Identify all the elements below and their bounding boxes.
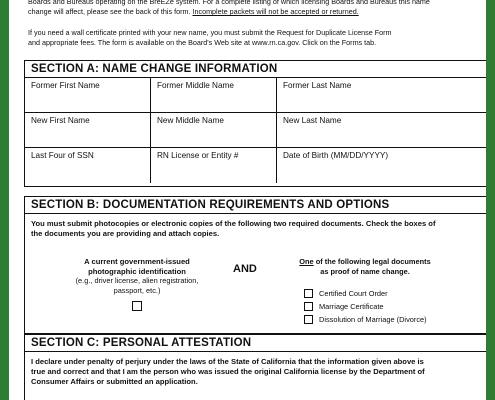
intro-line-1: Boards and Bureaus operating on the BreEZe system. For a complete listing of which licensing Boards and Bureaus this name bbox=[28, 0, 430, 6]
instruction-line-2: the documents you are providing and attach copies. bbox=[31, 229, 220, 238]
and-label: AND bbox=[233, 263, 257, 275]
court-order-label: Certified Court Order bbox=[319, 289, 388, 298]
photo-id-line-3: (e.g., driver license, alien registration, bbox=[75, 276, 199, 285]
date-of-birth-field[interactable]: Date of Birth (MM/DD/YYYY) bbox=[283, 151, 389, 160]
one-emphasis: One bbox=[299, 257, 314, 266]
marriage-certificate-label: Marriage Certificate bbox=[319, 302, 384, 311]
new-first-name-field[interactable]: New First Name bbox=[25, 113, 151, 148]
legal-document-requirement bbox=[285, 257, 445, 276]
section-a-title: SECTION A: NAME CHANGE INFORMATION bbox=[25, 61, 487, 78]
attestation-line-3: Consumer Affairs or submitted an application. bbox=[31, 377, 198, 386]
instruction-line-1: You must submit photocopies or electronic copies of the following two required documents. Check the boxes of bbox=[31, 219, 436, 228]
new-last-name-field[interactable]: New Last Name bbox=[277, 113, 487, 148]
wall-certificate-paragraph bbox=[28, 28, 488, 48]
marriage-certificate-checkbox[interactable] bbox=[304, 302, 313, 311]
intro-line-2 bbox=[28, 7, 488, 17]
former-middle-name-field[interactable]: Former Middle Name bbox=[151, 78, 277, 113]
documentation-instructions bbox=[25, 214, 487, 239]
wall-certificate-line-2: and appropriate fees. The form is available on the Board's Web site at www.rn.ca.gov. Click on the Forms tab. bbox=[28, 38, 377, 47]
photo-id-line-4: passport, etc.) bbox=[113, 285, 161, 295]
intro-paragraph bbox=[28, 0, 488, 17]
dissolution-label: Dissolution of Marriage (Divorce) bbox=[319, 315, 427, 324]
photo-id-line-1: A current government-issued bbox=[84, 257, 190, 266]
former-first-name-field[interactable]: Former First Name bbox=[25, 78, 151, 113]
name-change-grid bbox=[25, 78, 487, 183]
attestation-line-2: true and correct and that I am the person who was issued the original California license by the Department of bbox=[31, 367, 425, 376]
ssn-last-four-field[interactable]: Last Four of SSN bbox=[25, 148, 151, 183]
photo-id-requirement bbox=[67, 257, 207, 295]
former-last-name-field[interactable]: Former Last Name bbox=[277, 78, 487, 113]
attestation-text bbox=[25, 352, 487, 387]
new-middle-name-field[interactable]: New Middle Name bbox=[151, 113, 277, 148]
option-court-order[interactable] bbox=[304, 287, 427, 300]
photo-id-checkbox[interactable] bbox=[132, 301, 142, 311]
intro-line-2-text: change will affect, please see the back of this form. bbox=[28, 7, 193, 16]
legal-doc-line-2: as proof of name change. bbox=[320, 266, 410, 276]
court-order-checkbox[interactable] bbox=[304, 289, 313, 298]
legal-doc-line-1: of the following legal documents bbox=[313, 257, 431, 266]
photo-id-line-2: photographic identification bbox=[88, 266, 186, 276]
dissolution-checkbox[interactable] bbox=[304, 315, 313, 324]
section-b-title: SECTION B: DOCUMENTATION REQUIREMENTS AND OPTIONS bbox=[25, 197, 487, 214]
section-c bbox=[24, 334, 488, 400]
wall-certificate-line-1: If you need a wall certificate printed with your new name, you must submit the Request for Duplicate License Form bbox=[28, 28, 392, 37]
section-b bbox=[24, 196, 488, 334]
attestation-line-1: I declare under penalty of perjury under the laws of the State of California that the information given above is bbox=[31, 357, 424, 366]
license-number-field[interactable]: RN License or Entity # bbox=[151, 148, 277, 183]
option-dissolution[interactable] bbox=[304, 313, 427, 326]
section-a bbox=[24, 60, 488, 187]
legal-document-options bbox=[304, 287, 427, 326]
section-c-title: SECTION C: PERSONAL ATTESTATION bbox=[25, 335, 487, 352]
option-marriage-certificate[interactable] bbox=[304, 300, 427, 313]
incomplete-warning: Incomplete packets will not be accepted or returned. bbox=[192, 7, 359, 16]
